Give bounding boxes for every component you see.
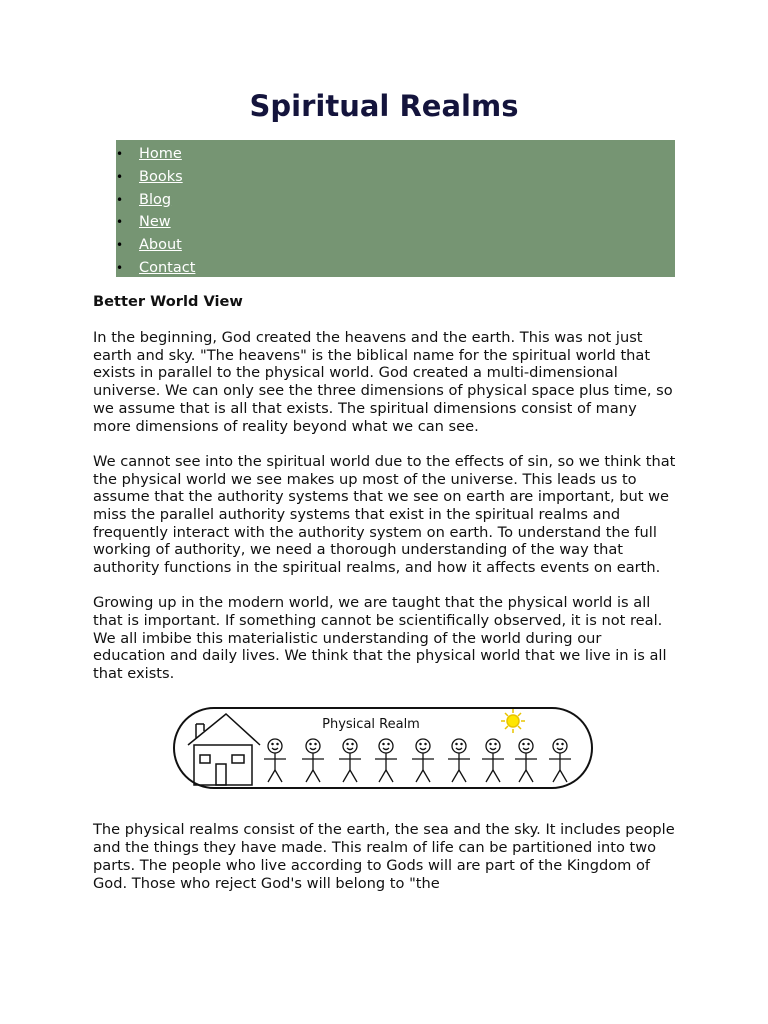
physical-realm-diagram — [168, 700, 598, 796]
paragraph-2: We cannot see into the spiritual world due to the effects of sin, so we think that the physical world we see makes up most of the universe. This leads us to assume that the authority systems that we see on earth are important, but we miss the parallel authority systems that exist in the spiritual realms and frequently interact with the authority system on earth. To understand the full working of authority, we need a thorough understanding of the way that authority functions in the spiritual realms, and how it affects events on earth. — [93, 452, 676, 577]
figure-label: Physical Realm — [322, 717, 420, 733]
article-content — [93, 292, 677, 910]
nav-link-new[interactable]: New — [139, 214, 171, 231]
nav-item-blog — [116, 189, 675, 212]
nav-item-about — [116, 234, 675, 257]
page-title: Spiritual Realms — [249, 89, 519, 123]
physical-realm-illustration — [168, 700, 598, 796]
nav-item-books — [116, 166, 675, 189]
nav-link-contact[interactable]: Contact — [139, 259, 196, 276]
nav-link-about[interactable]: About — [139, 237, 182, 254]
nav-item-home — [116, 143, 675, 166]
main-nav — [116, 140, 675, 277]
paragraph-3: Growing up in the modern world, we are taught that the physical world is all that is important. If something cannot be scientifically observed, it is not real. We all imbibe this materialistic understanding of the world during our education and daily lives. We think that the physical world that we live in is all that exists. — [93, 594, 667, 683]
nav-link-books[interactable]: Books — [139, 168, 183, 185]
nav-link-blog[interactable]: Blog — [139, 191, 172, 208]
nav-item-new — [116, 211, 675, 234]
paragraph-1: In the beginning, God created the heavens and the earth. This was not just earth and sky. "The heavens" is the biblical name for the spiritual world that exists in parallel to the physical world. God created a multi-dimensional universe. We can only see the three dimensions of physical space plus time, so we assume that is all that exists. The spiritual dimensions consist of many more dimensions of reality beyond what we can see. — [93, 329, 673, 435]
nav-item-contact — [116, 257, 675, 280]
section-heading: Better World View — [93, 293, 243, 310]
paragraph-4: The physical realms consist of the earth, the sea and the sky. It includes people and the things they have made. This realm of life can be partitioned into two parts. The people who live according to Gods will are part of the Kingdom of God. Those who reject God's will belong to "the — [93, 821, 675, 892]
nav-link-home[interactable]: Home — [139, 146, 182, 162]
